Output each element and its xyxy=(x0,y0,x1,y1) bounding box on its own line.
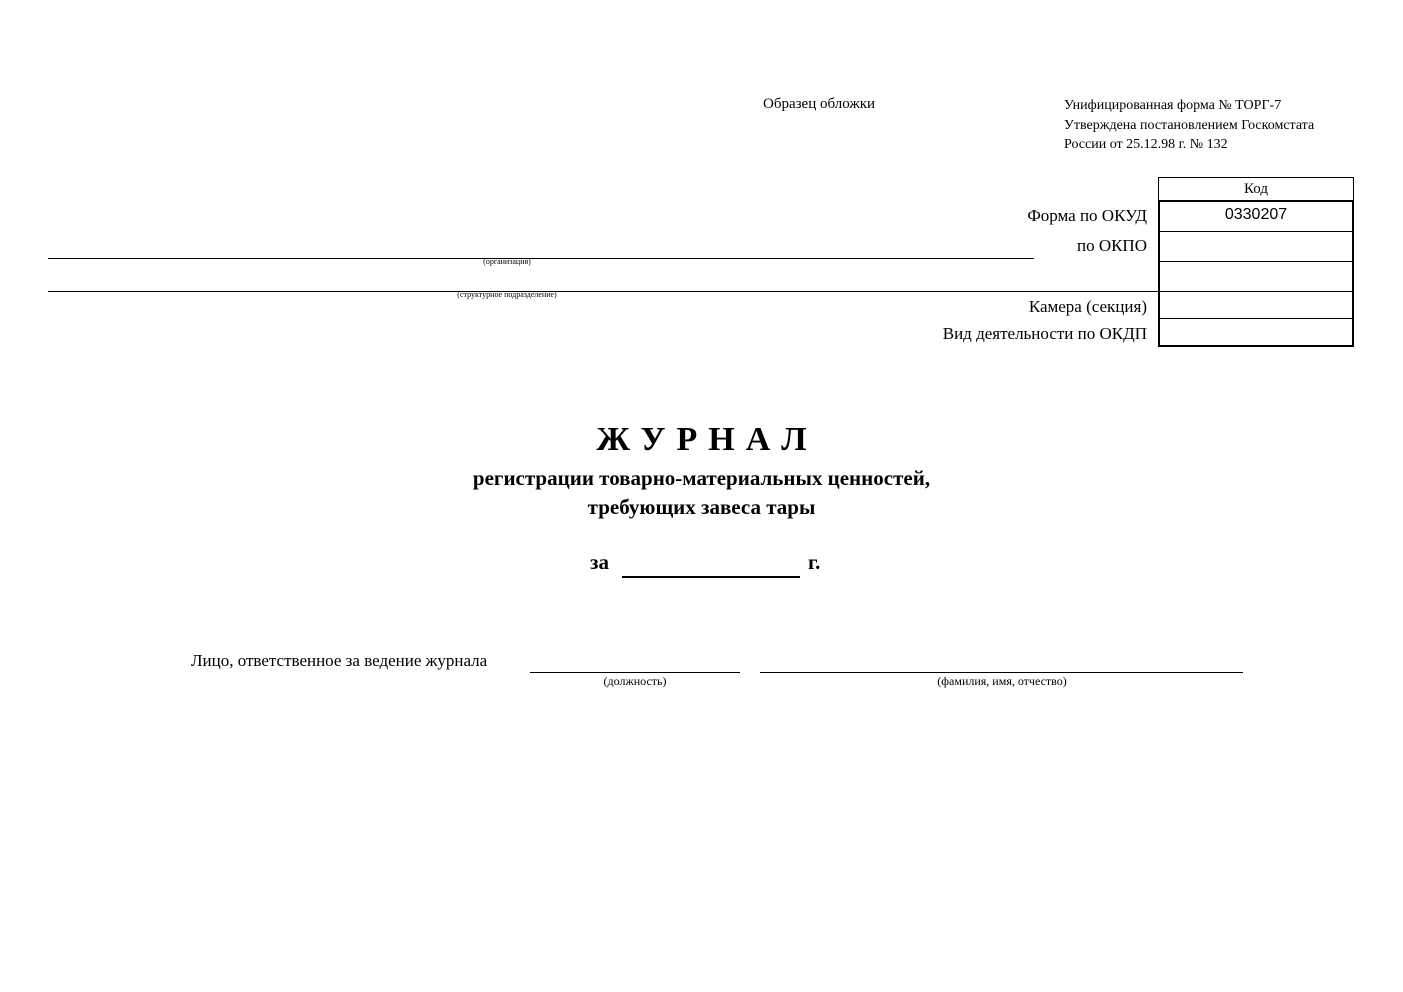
form-approval-info xyxy=(1064,96,1314,155)
sample-label: Образец обложки xyxy=(763,96,876,112)
codes-box xyxy=(1158,200,1354,347)
okdp-label: Вид деятельности по ОКДП xyxy=(942,324,1147,343)
subtitle-line: требующих завеса тары xyxy=(587,495,816,519)
okpo-code-field[interactable] xyxy=(1160,231,1352,261)
blank-code-field[interactable] xyxy=(1160,261,1352,291)
form-info-line: Унифицированная форма № ТОРГ-7 xyxy=(1064,98,1282,113)
position-field-line[interactable] xyxy=(530,672,740,673)
section-label: Камера (секция) xyxy=(1028,297,1147,316)
division-caption: (структурное подразделение) xyxy=(457,290,557,299)
name-field-line[interactable] xyxy=(760,672,1243,673)
position-caption: (должность) xyxy=(603,674,667,688)
codes-header: Код xyxy=(1158,177,1354,200)
codes-table xyxy=(1158,177,1354,347)
okud-code-field[interactable]: 0330207 xyxy=(1224,206,1288,223)
period-prefix: за xyxy=(590,550,609,574)
name-caption: (фамилия, имя, отчество) xyxy=(937,674,1067,688)
okpo-label: по ОКПО xyxy=(1076,236,1147,255)
period-suffix: г. xyxy=(808,550,821,574)
division-line[interactable] xyxy=(48,291,1158,292)
journal-subtitle xyxy=(0,464,1403,522)
okud-label: Форма по ОКУД xyxy=(1027,206,1147,225)
okdp-code-field[interactable] xyxy=(1160,318,1352,345)
form-info-line: России от 25.12.98 г. № 132 xyxy=(1064,137,1228,152)
journal-title: ЖУРНАЛ xyxy=(596,421,818,458)
year-field-line[interactable] xyxy=(622,576,800,578)
subtitle-line: регистрации товарно-материальных ценностей, xyxy=(472,466,931,490)
form-info-line: Утверждена постановлением Госкомстата xyxy=(1064,117,1315,133)
organization-caption: (организация) xyxy=(483,257,531,266)
section-code-field[interactable] xyxy=(1160,291,1352,318)
responsible-label: Лицо, ответственное за ведение журнала xyxy=(191,651,488,670)
organization-line[interactable] xyxy=(48,258,1034,259)
